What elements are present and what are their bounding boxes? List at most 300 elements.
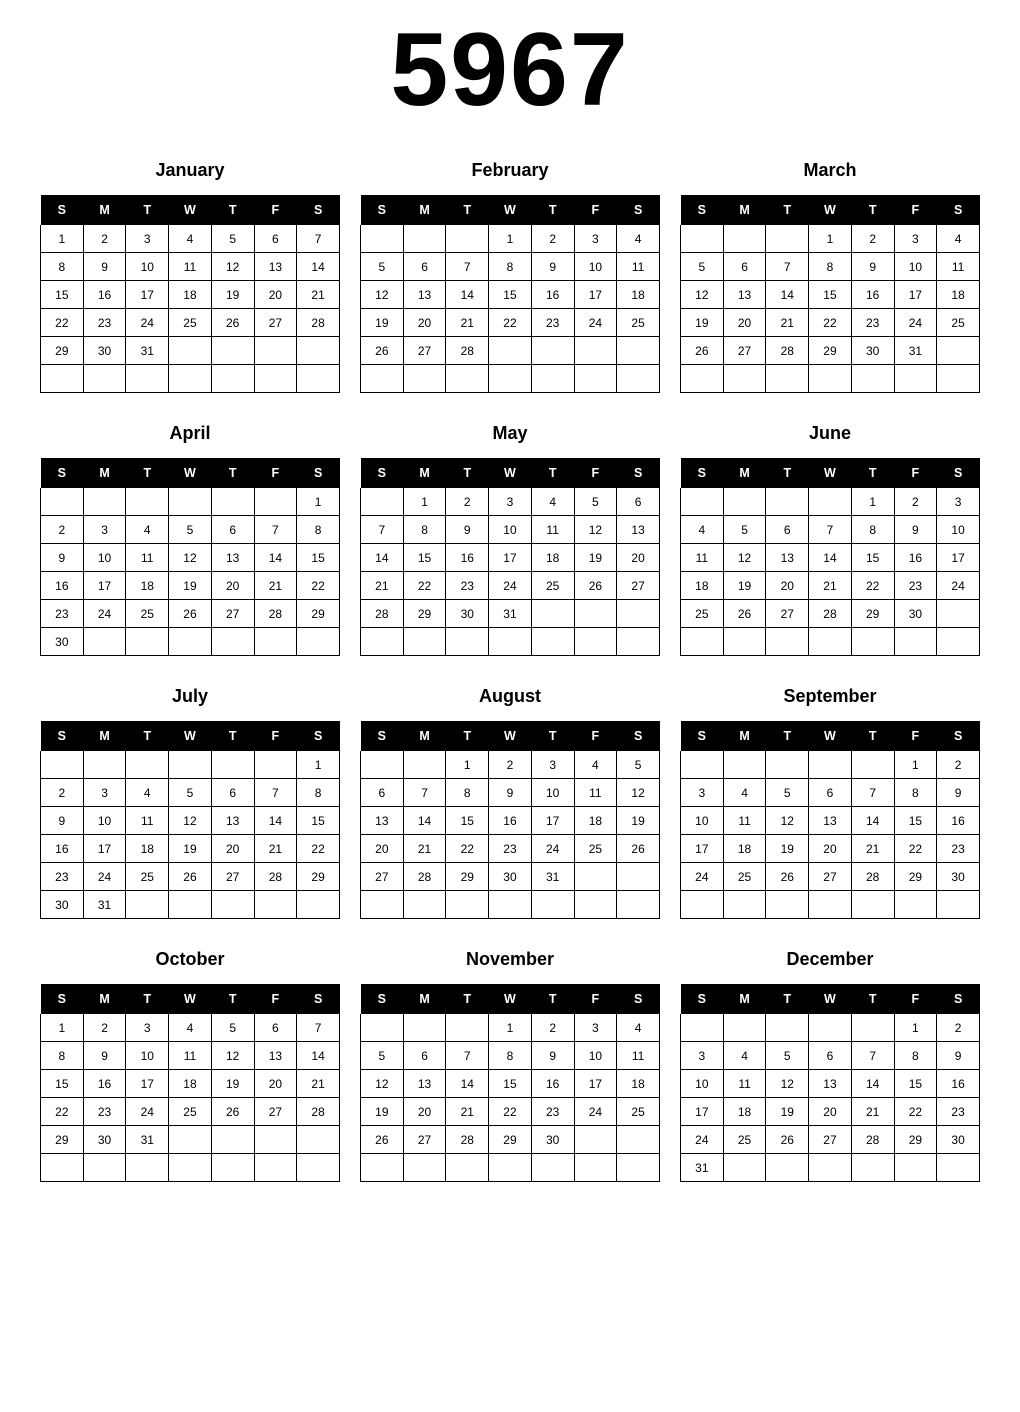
day-cell[interactable]: 18 (126, 835, 169, 863)
day-cell[interactable]: 20 (617, 544, 660, 572)
day-cell[interactable]: 20 (211, 572, 254, 600)
day-cell[interactable]: 15 (446, 807, 489, 835)
day-cell[interactable]: 10 (894, 253, 937, 281)
day-cell[interactable]: 18 (126, 572, 169, 600)
day-cell[interactable]: 19 (211, 281, 254, 309)
day-cell[interactable]: 5 (617, 751, 660, 779)
day-cell[interactable]: 17 (531, 807, 574, 835)
day-cell[interactable]: 26 (169, 863, 212, 891)
day-cell[interactable]: 28 (446, 1126, 489, 1154)
day-cell[interactable]: 26 (361, 1126, 404, 1154)
day-cell[interactable]: 27 (809, 863, 852, 891)
day-cell[interactable]: 26 (211, 309, 254, 337)
day-cell[interactable]: 22 (297, 835, 340, 863)
day-cell[interactable]: 7 (851, 1042, 894, 1070)
day-cell[interactable]: 10 (574, 253, 617, 281)
day-cell[interactable]: 23 (531, 1098, 574, 1126)
day-cell[interactable]: 23 (83, 309, 126, 337)
day-cell[interactable]: 18 (531, 544, 574, 572)
day-cell[interactable]: 27 (361, 863, 404, 891)
day-cell[interactable]: 12 (361, 1070, 404, 1098)
day-cell[interactable]: 20 (361, 835, 404, 863)
day-cell[interactable]: 24 (574, 309, 617, 337)
day-cell[interactable]: 31 (531, 863, 574, 891)
day-cell[interactable]: 28 (403, 863, 446, 891)
day-cell[interactable]: 27 (403, 337, 446, 365)
day-cell[interactable]: 12 (723, 544, 766, 572)
day-cell[interactable]: 26 (681, 337, 724, 365)
day-cell[interactable]: 12 (574, 516, 617, 544)
day-cell[interactable]: 7 (766, 253, 809, 281)
day-cell[interactable]: 29 (489, 1126, 532, 1154)
day-cell[interactable]: 15 (851, 544, 894, 572)
day-cell[interactable]: 25 (531, 572, 574, 600)
day-cell[interactable]: 11 (723, 807, 766, 835)
day-cell[interactable]: 14 (446, 1070, 489, 1098)
day-cell[interactable]: 11 (169, 253, 212, 281)
day-cell[interactable]: 8 (894, 779, 937, 807)
day-cell[interactable]: 12 (681, 281, 724, 309)
day-cell[interactable]: 4 (723, 1042, 766, 1070)
day-cell[interactable]: 16 (41, 572, 84, 600)
day-cell[interactable]: 5 (723, 516, 766, 544)
day-cell[interactable]: 11 (531, 516, 574, 544)
day-cell[interactable]: 11 (126, 544, 169, 572)
day-cell[interactable]: 19 (361, 309, 404, 337)
day-cell[interactable]: 16 (446, 544, 489, 572)
day-cell[interactable]: 9 (531, 1042, 574, 1070)
day-cell[interactable]: 21 (403, 835, 446, 863)
day-cell[interactable]: 10 (126, 1042, 169, 1070)
day-cell[interactable]: 23 (446, 572, 489, 600)
day-cell[interactable]: 19 (723, 572, 766, 600)
day-cell[interactable]: 10 (574, 1042, 617, 1070)
day-cell[interactable]: 20 (809, 835, 852, 863)
day-cell[interactable]: 22 (894, 835, 937, 863)
day-cell[interactable]: 17 (894, 281, 937, 309)
day-cell[interactable]: 17 (681, 835, 724, 863)
day-cell[interactable]: 25 (723, 1126, 766, 1154)
day-cell[interactable]: 1 (41, 1014, 84, 1042)
day-cell[interactable]: 28 (297, 1098, 340, 1126)
day-cell[interactable]: 10 (489, 516, 532, 544)
day-cell[interactable]: 16 (489, 807, 532, 835)
day-cell[interactable]: 13 (766, 544, 809, 572)
day-cell[interactable]: 5 (361, 1042, 404, 1070)
day-cell[interactable]: 7 (446, 253, 489, 281)
day-cell[interactable]: 13 (211, 544, 254, 572)
day-cell[interactable]: 24 (681, 1126, 724, 1154)
day-cell[interactable]: 4 (937, 225, 980, 253)
day-cell[interactable]: 11 (723, 1070, 766, 1098)
day-cell[interactable]: 10 (681, 1070, 724, 1098)
day-cell[interactable]: 11 (937, 253, 980, 281)
day-cell[interactable]: 14 (297, 1042, 340, 1070)
day-cell[interactable]: 6 (617, 488, 660, 516)
day-cell[interactable]: 3 (83, 516, 126, 544)
day-cell[interactable]: 24 (489, 572, 532, 600)
day-cell[interactable]: 8 (489, 253, 532, 281)
day-cell[interactable]: 7 (361, 516, 404, 544)
day-cell[interactable]: 23 (851, 309, 894, 337)
day-cell[interactable]: 14 (809, 544, 852, 572)
day-cell[interactable]: 8 (851, 516, 894, 544)
day-cell[interactable]: 6 (211, 779, 254, 807)
day-cell[interactable]: 23 (83, 1098, 126, 1126)
day-cell[interactable]: 31 (126, 337, 169, 365)
day-cell[interactable]: 8 (41, 253, 84, 281)
day-cell[interactable]: 2 (83, 1014, 126, 1042)
day-cell[interactable]: 30 (41, 628, 84, 656)
day-cell[interactable]: 7 (297, 225, 340, 253)
day-cell[interactable]: 15 (894, 807, 937, 835)
day-cell[interactable]: 10 (83, 544, 126, 572)
day-cell[interactable]: 30 (531, 1126, 574, 1154)
day-cell[interactable]: 24 (894, 309, 937, 337)
day-cell[interactable]: 1 (489, 1014, 532, 1042)
day-cell[interactable]: 24 (574, 1098, 617, 1126)
day-cell[interactable]: 8 (809, 253, 852, 281)
day-cell[interactable]: 28 (297, 309, 340, 337)
day-cell[interactable]: 21 (766, 309, 809, 337)
day-cell[interactable]: 15 (894, 1070, 937, 1098)
day-cell[interactable]: 11 (574, 779, 617, 807)
day-cell[interactable]: 16 (937, 1070, 980, 1098)
day-cell[interactable]: 19 (169, 572, 212, 600)
day-cell[interactable]: 25 (681, 600, 724, 628)
day-cell[interactable]: 19 (211, 1070, 254, 1098)
day-cell[interactable]: 3 (681, 1042, 724, 1070)
day-cell[interactable]: 20 (403, 1098, 446, 1126)
day-cell[interactable]: 4 (531, 488, 574, 516)
day-cell[interactable]: 5 (169, 516, 212, 544)
day-cell[interactable]: 29 (41, 337, 84, 365)
day-cell[interactable]: 25 (723, 863, 766, 891)
day-cell[interactable]: 28 (254, 600, 297, 628)
day-cell[interactable]: 10 (681, 807, 724, 835)
day-cell[interactable]: 15 (489, 281, 532, 309)
day-cell[interactable]: 20 (766, 572, 809, 600)
day-cell[interactable]: 6 (809, 779, 852, 807)
day-cell[interactable]: 24 (126, 1098, 169, 1126)
day-cell[interactable]: 1 (297, 488, 340, 516)
day-cell[interactable]: 2 (894, 488, 937, 516)
day-cell[interactable]: 24 (126, 309, 169, 337)
day-cell[interactable]: 1 (41, 225, 84, 253)
day-cell[interactable]: 23 (489, 835, 532, 863)
day-cell[interactable]: 1 (403, 488, 446, 516)
day-cell[interactable]: 8 (403, 516, 446, 544)
day-cell[interactable]: 21 (254, 835, 297, 863)
day-cell[interactable]: 16 (894, 544, 937, 572)
day-cell[interactable]: 9 (489, 779, 532, 807)
day-cell[interactable]: 18 (681, 572, 724, 600)
day-cell[interactable]: 7 (851, 779, 894, 807)
day-cell[interactable]: 4 (574, 751, 617, 779)
day-cell[interactable]: 22 (297, 572, 340, 600)
day-cell[interactable]: 18 (723, 1098, 766, 1126)
day-cell[interactable]: 15 (489, 1070, 532, 1098)
day-cell[interactable]: 27 (211, 600, 254, 628)
day-cell[interactable]: 31 (126, 1126, 169, 1154)
day-cell[interactable]: 30 (83, 1126, 126, 1154)
day-cell[interactable]: 6 (403, 253, 446, 281)
day-cell[interactable]: 11 (617, 1042, 660, 1070)
day-cell[interactable]: 30 (83, 337, 126, 365)
day-cell[interactable]: 17 (83, 572, 126, 600)
day-cell[interactable]: 26 (766, 863, 809, 891)
day-cell[interactable]: 28 (809, 600, 852, 628)
day-cell[interactable]: 21 (446, 309, 489, 337)
day-cell[interactable]: 30 (851, 337, 894, 365)
day-cell[interactable]: 13 (403, 1070, 446, 1098)
day-cell[interactable]: 5 (211, 1014, 254, 1042)
day-cell[interactable]: 18 (723, 835, 766, 863)
day-cell[interactable]: 17 (126, 281, 169, 309)
day-cell[interactable]: 30 (937, 1126, 980, 1154)
day-cell[interactable]: 27 (211, 863, 254, 891)
day-cell[interactable]: 23 (531, 309, 574, 337)
day-cell[interactable]: 10 (126, 253, 169, 281)
day-cell[interactable]: 14 (297, 253, 340, 281)
day-cell[interactable]: 17 (126, 1070, 169, 1098)
day-cell[interactable]: 14 (766, 281, 809, 309)
day-cell[interactable]: 1 (851, 488, 894, 516)
day-cell[interactable]: 27 (254, 1098, 297, 1126)
day-cell[interactable]: 2 (531, 1014, 574, 1042)
day-cell[interactable]: 13 (723, 281, 766, 309)
day-cell[interactable]: 2 (851, 225, 894, 253)
day-cell[interactable]: 11 (169, 1042, 212, 1070)
day-cell[interactable]: 30 (937, 863, 980, 891)
day-cell[interactable]: 1 (297, 751, 340, 779)
day-cell[interactable]: 21 (851, 835, 894, 863)
day-cell[interactable]: 31 (681, 1154, 724, 1182)
day-cell[interactable]: 19 (169, 835, 212, 863)
day-cell[interactable]: 5 (766, 1042, 809, 1070)
day-cell[interactable]: 29 (894, 1126, 937, 1154)
day-cell[interactable]: 24 (531, 835, 574, 863)
day-cell[interactable]: 6 (254, 1014, 297, 1042)
day-cell[interactable]: 8 (446, 779, 489, 807)
day-cell[interactable]: 15 (41, 1070, 84, 1098)
day-cell[interactable]: 10 (937, 516, 980, 544)
day-cell[interactable]: 8 (489, 1042, 532, 1070)
day-cell[interactable]: 22 (809, 309, 852, 337)
day-cell[interactable]: 13 (403, 281, 446, 309)
day-cell[interactable]: 11 (617, 253, 660, 281)
day-cell[interactable]: 24 (83, 600, 126, 628)
day-cell[interactable]: 11 (126, 807, 169, 835)
day-cell[interactable]: 28 (851, 863, 894, 891)
day-cell[interactable]: 18 (169, 1070, 212, 1098)
day-cell[interactable]: 14 (446, 281, 489, 309)
day-cell[interactable]: 12 (766, 1070, 809, 1098)
day-cell[interactable]: 29 (851, 600, 894, 628)
day-cell[interactable]: 29 (403, 600, 446, 628)
day-cell[interactable]: 22 (41, 1098, 84, 1126)
day-cell[interactable]: 5 (169, 779, 212, 807)
day-cell[interactable]: 9 (41, 807, 84, 835)
day-cell[interactable]: 27 (254, 309, 297, 337)
day-cell[interactable]: 12 (361, 281, 404, 309)
day-cell[interactable]: 2 (83, 225, 126, 253)
day-cell[interactable]: 9 (894, 516, 937, 544)
day-cell[interactable]: 25 (574, 835, 617, 863)
day-cell[interactable]: 13 (617, 516, 660, 544)
day-cell[interactable]: 1 (809, 225, 852, 253)
day-cell[interactable]: 1 (894, 751, 937, 779)
day-cell[interactable]: 16 (83, 1070, 126, 1098)
day-cell[interactable]: 6 (723, 253, 766, 281)
day-cell[interactable]: 18 (617, 281, 660, 309)
day-cell[interactable]: 17 (681, 1098, 724, 1126)
day-cell[interactable]: 24 (937, 572, 980, 600)
day-cell[interactable]: 9 (851, 253, 894, 281)
day-cell[interactable]: 18 (574, 807, 617, 835)
day-cell[interactable]: 7 (254, 779, 297, 807)
day-cell[interactable]: 2 (446, 488, 489, 516)
day-cell[interactable]: 18 (169, 281, 212, 309)
day-cell[interactable]: 9 (83, 253, 126, 281)
day-cell[interactable]: 12 (169, 807, 212, 835)
day-cell[interactable]: 21 (809, 572, 852, 600)
day-cell[interactable]: 13 (809, 1070, 852, 1098)
day-cell[interactable]: 16 (41, 835, 84, 863)
day-cell[interactable]: 25 (126, 600, 169, 628)
day-cell[interactable]: 14 (403, 807, 446, 835)
day-cell[interactable]: 3 (574, 1014, 617, 1042)
day-cell[interactable]: 27 (403, 1126, 446, 1154)
day-cell[interactable]: 27 (766, 600, 809, 628)
day-cell[interactable]: 27 (617, 572, 660, 600)
day-cell[interactable]: 9 (531, 253, 574, 281)
day-cell[interactable]: 20 (723, 309, 766, 337)
day-cell[interactable]: 26 (617, 835, 660, 863)
day-cell[interactable]: 3 (126, 225, 169, 253)
day-cell[interactable]: 25 (169, 309, 212, 337)
day-cell[interactable]: 22 (41, 309, 84, 337)
day-cell[interactable]: 2 (41, 516, 84, 544)
day-cell[interactable]: 4 (617, 1014, 660, 1042)
day-cell[interactable]: 9 (937, 1042, 980, 1070)
day-cell[interactable]: 2 (937, 1014, 980, 1042)
day-cell[interactable]: 23 (41, 863, 84, 891)
day-cell[interactable]: 11 (681, 544, 724, 572)
day-cell[interactable]: 23 (41, 600, 84, 628)
day-cell[interactable]: 12 (211, 1042, 254, 1070)
day-cell[interactable]: 8 (297, 779, 340, 807)
day-cell[interactable]: 8 (41, 1042, 84, 1070)
day-cell[interactable]: 26 (211, 1098, 254, 1126)
day-cell[interactable]: 13 (211, 807, 254, 835)
day-cell[interactable]: 12 (169, 544, 212, 572)
day-cell[interactable]: 16 (83, 281, 126, 309)
day-cell[interactable]: 28 (254, 863, 297, 891)
day-cell[interactable]: 3 (489, 488, 532, 516)
day-cell[interactable]: 1 (446, 751, 489, 779)
day-cell[interactable]: 29 (41, 1126, 84, 1154)
day-cell[interactable]: 29 (446, 863, 489, 891)
day-cell[interactable]: 17 (574, 281, 617, 309)
day-cell[interactable]: 30 (446, 600, 489, 628)
day-cell[interactable]: 3 (681, 779, 724, 807)
day-cell[interactable]: 31 (83, 891, 126, 919)
day-cell[interactable]: 20 (254, 281, 297, 309)
day-cell[interactable]: 4 (723, 779, 766, 807)
day-cell[interactable]: 22 (894, 1098, 937, 1126)
day-cell[interactable]: 7 (403, 779, 446, 807)
day-cell[interactable]: 12 (766, 807, 809, 835)
day-cell[interactable]: 14 (361, 544, 404, 572)
day-cell[interactable]: 17 (574, 1070, 617, 1098)
day-cell[interactable]: 26 (574, 572, 617, 600)
day-cell[interactable]: 30 (41, 891, 84, 919)
day-cell[interactable]: 1 (894, 1014, 937, 1042)
day-cell[interactable]: 25 (617, 309, 660, 337)
day-cell[interactable]: 19 (766, 835, 809, 863)
day-cell[interactable]: 15 (41, 281, 84, 309)
day-cell[interactable]: 2 (937, 751, 980, 779)
day-cell[interactable]: 31 (894, 337, 937, 365)
day-cell[interactable]: 3 (531, 751, 574, 779)
day-cell[interactable]: 22 (489, 309, 532, 337)
day-cell[interactable]: 17 (937, 544, 980, 572)
day-cell[interactable]: 14 (851, 1070, 894, 1098)
day-cell[interactable]: 8 (894, 1042, 937, 1070)
day-cell[interactable]: 7 (297, 1014, 340, 1042)
day-cell[interactable]: 19 (574, 544, 617, 572)
day-cell[interactable]: 7 (809, 516, 852, 544)
day-cell[interactable]: 18 (617, 1070, 660, 1098)
day-cell[interactable]: 25 (617, 1098, 660, 1126)
day-cell[interactable]: 28 (766, 337, 809, 365)
day-cell[interactable]: 17 (489, 544, 532, 572)
day-cell[interactable]: 21 (297, 281, 340, 309)
day-cell[interactable]: 15 (809, 281, 852, 309)
day-cell[interactable]: 21 (446, 1098, 489, 1126)
day-cell[interactable]: 28 (361, 600, 404, 628)
day-cell[interactable]: 15 (297, 807, 340, 835)
day-cell[interactable]: 2 (531, 225, 574, 253)
day-cell[interactable]: 3 (937, 488, 980, 516)
day-cell[interactable]: 12 (211, 253, 254, 281)
day-cell[interactable]: 20 (809, 1098, 852, 1126)
day-cell[interactable]: 27 (809, 1126, 852, 1154)
day-cell[interactable]: 13 (254, 1042, 297, 1070)
day-cell[interactable]: 15 (403, 544, 446, 572)
day-cell[interactable]: 13 (361, 807, 404, 835)
day-cell[interactable]: 26 (723, 600, 766, 628)
day-cell[interactable]: 2 (41, 779, 84, 807)
day-cell[interactable]: 24 (83, 863, 126, 891)
day-cell[interactable]: 14 (254, 544, 297, 572)
day-cell[interactable]: 6 (403, 1042, 446, 1070)
day-cell[interactable]: 5 (211, 225, 254, 253)
day-cell[interactable]: 5 (574, 488, 617, 516)
day-cell[interactable]: 13 (254, 253, 297, 281)
day-cell[interactable]: 16 (851, 281, 894, 309)
day-cell[interactable]: 25 (126, 863, 169, 891)
day-cell[interactable]: 31 (489, 600, 532, 628)
day-cell[interactable]: 24 (681, 863, 724, 891)
day-cell[interactable]: 28 (851, 1126, 894, 1154)
day-cell[interactable]: 17 (83, 835, 126, 863)
day-cell[interactable]: 9 (937, 779, 980, 807)
day-cell[interactable]: 13 (809, 807, 852, 835)
day-cell[interactable]: 22 (489, 1098, 532, 1126)
day-cell[interactable]: 28 (446, 337, 489, 365)
